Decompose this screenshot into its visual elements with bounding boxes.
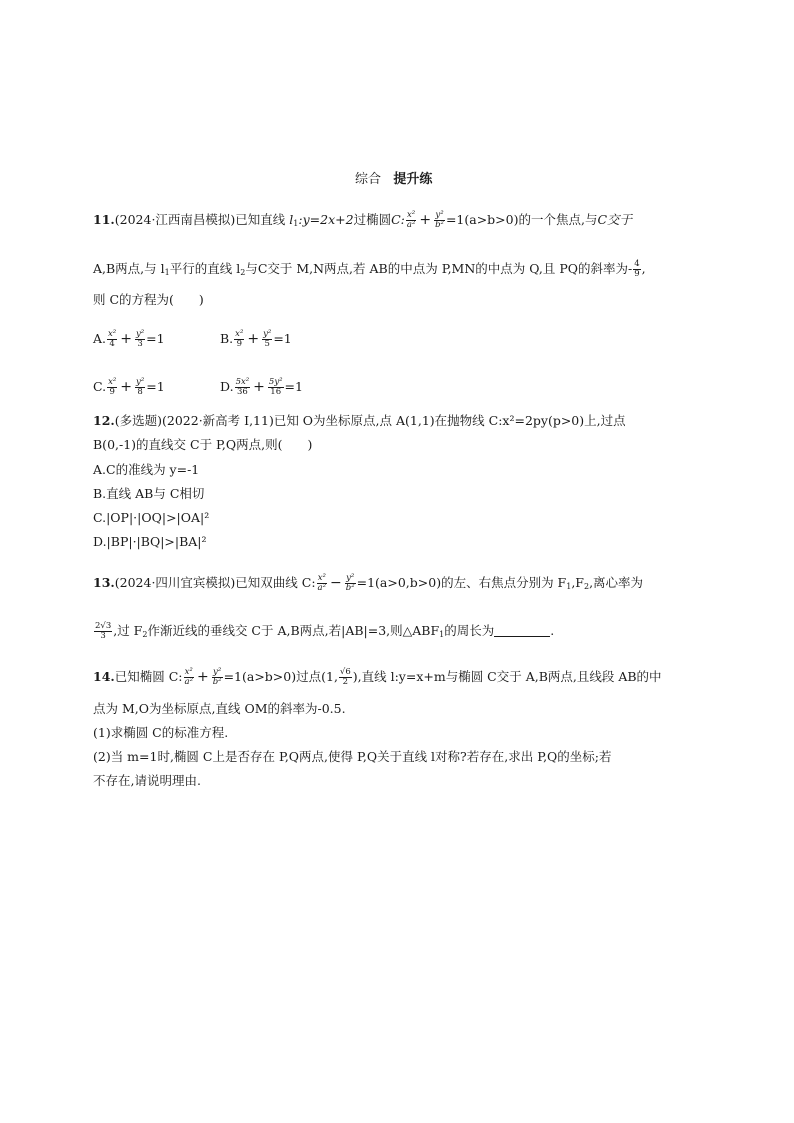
q14-line2: 点为 M,O为坐标原点,直线 OM的斜率为-0.5. [93,701,346,716]
q14-point-y: $\frac{√6}{2}$ [339,667,351,687]
q13-line2: $\frac{2√3}{3}$ ,过 $F_2$作渐近线的垂线交 C于 A,B两点,若|AB|=3,则$\triangle ABF_1$的周长为 . [95,621,555,641]
q11-line2b: 平行的直线 l [169,261,241,276]
q12-text1: (多选题)(2022·新高考 Ⅰ,11)已知 O为坐标原点,点 A(1,1)在抛物线 C:x²=2py(p>0)上,过点 [114,413,626,428]
q11-source: (2024·江西南昌模拟) [114,212,236,227]
q14-part2-line2: 不存在,请说明理由. [93,773,201,788]
q12-line1 [93,413,626,429]
q11-line2: A,B两点,与 $l_1$平行的直线 $l_2$与C交于 M,N两点,若 AB的中点为 P,MN的中点为 Q,且 PQ的斜率为- $\frac{4}{9}$ , [93,259,646,279]
q12-line2: B(0,-1)的直线交 C于 P,Q两点,则( ) [93,437,313,452]
q11-l1: l [289,212,294,227]
q14-number: 14. [93,669,115,684]
q13-eccentricity: $\frac{2√3}{3}$ [95,621,112,641]
q11-l1-eq: :y=2x+2 [298,212,354,227]
q11-option-a: A. $\frac{\text{x²}}{4}$ + $\frac{\text{y²}}{3}$ =1 [93,329,165,349]
q14-line1: 14.已知椭圆 C: $\frac{\text{x²}}{\text{a²}}$ + $\frac{\text{y²}}{\text{b²}}$ =1(a>b>0)过点(1, $\frac{√6}{2}$ ),直线 l:y=x+m与椭圆 C交于 A,B两点,且线段 AB的中 [93,667,662,687]
section-title [355,172,432,188]
q13-text2b: 作渐近线的垂线交 C于 A,B两点,若|AB|=3,则△ABF [147,623,440,638]
q11-line3: 则 C的方程为( ) [93,292,204,307]
q13-number: 13. [93,575,115,590]
q14-part2-line1: (2)当 m=1时,椭圆 C上是否存在 P,Q两点,使得 P,Q关于直线 l对称?若存在,求出 P,Q的坐标;若 [93,749,612,764]
q11-after-l1: 过椭圆 [353,212,392,227]
q11-option-b: B. $\frac{\text{x²}}{9}$ + $\frac{\text{y²}}{5}$ =1 [220,329,292,349]
q12-number: 12. [93,413,115,428]
q11-condition: =1(a>b>0) [445,212,519,227]
q12-option-a: A.C的准线为 y=-1 [93,462,200,477]
q13-text1b: =1(a>0,b>0)的左、右焦点分别为 F [356,575,567,590]
q14-text1c: ),直线 l:y=x+m与椭圆 C交于 A,B两点,且线段 AB的中 [352,669,662,684]
q11-rest1: 的一个焦点,与 [518,212,598,227]
section-title-right: 提升练 [393,172,433,187]
q11-option-c: C. $\frac{\text{x²}}{9}$ + $\frac{\text{y²}}{8}$ =1 [93,377,165,397]
q11-intro: 已知直线 [235,212,286,227]
q14-text1a: 已知椭圆 C: [114,669,183,684]
section-title-left: 综合 [355,172,382,187]
q11-number: 11. [93,212,115,227]
q11-frac-x2-a2: $\frac{\text{x²}}{\text{a²}}$ [406,210,416,230]
q11-line2c: 与C交于 M,N两点,若 AB的中点为 P,MN的中点为 Q,且 PQ的斜率为 [245,261,628,276]
q11-option-d: D. $\frac{\text{5x²}}{36}$ + $\frac{\text{5y²}}{16}$ =1 [220,377,303,397]
q12-option-c: C.|OP|·|OQ|>|OA|² [93,510,210,525]
q13-answer-blank[interactable] [494,625,550,637]
q11-ellipse-label: C: [391,212,405,227]
q13-line1: 13.(2024·四川宜宾模拟)已知双曲线 C: $\frac{\text{x²}}{\text{a²}}$ − $\frac{\text{y²}}{\text{b²}}$ =1(a>0,b>0)的左、右焦点分别为 $F_1,F_2$,离心率为 [93,573,644,593]
q12-option-b: B.直线 AB与 C相切 [93,486,205,501]
q11-l1-sub: 1 [293,219,299,228]
q11-slope-frac: $\frac{4}{9}$ [634,259,640,279]
q11-rest1b: C交于 [597,212,633,227]
q14-part1: (1)求椭圆 C的标准方程. [93,725,229,740]
q11-line1: 11.(2024·江西南昌模拟)已知直线 $l_1:y=2x+2$过椭圆C: $\frac{\text{x²}}{\text{a²}}$ + $\frac{\text{y²}}{\text{b²}}$ =1(a>b>0)的一个焦点,与C交于 [93,210,633,230]
q11-frac-y2-b2: $\frac{\text{y²}}{\text{b²}}$ [435,210,444,230]
q12-option-d: D.|BP|·|BQ|>|BA|² [93,534,207,549]
q11-line2a: A,B两点,与 l [93,261,165,276]
q11-slope-sign: - [628,261,633,276]
q13-text1a: (2024·四川宜宾模拟)已知双曲线 C: [114,575,316,590]
